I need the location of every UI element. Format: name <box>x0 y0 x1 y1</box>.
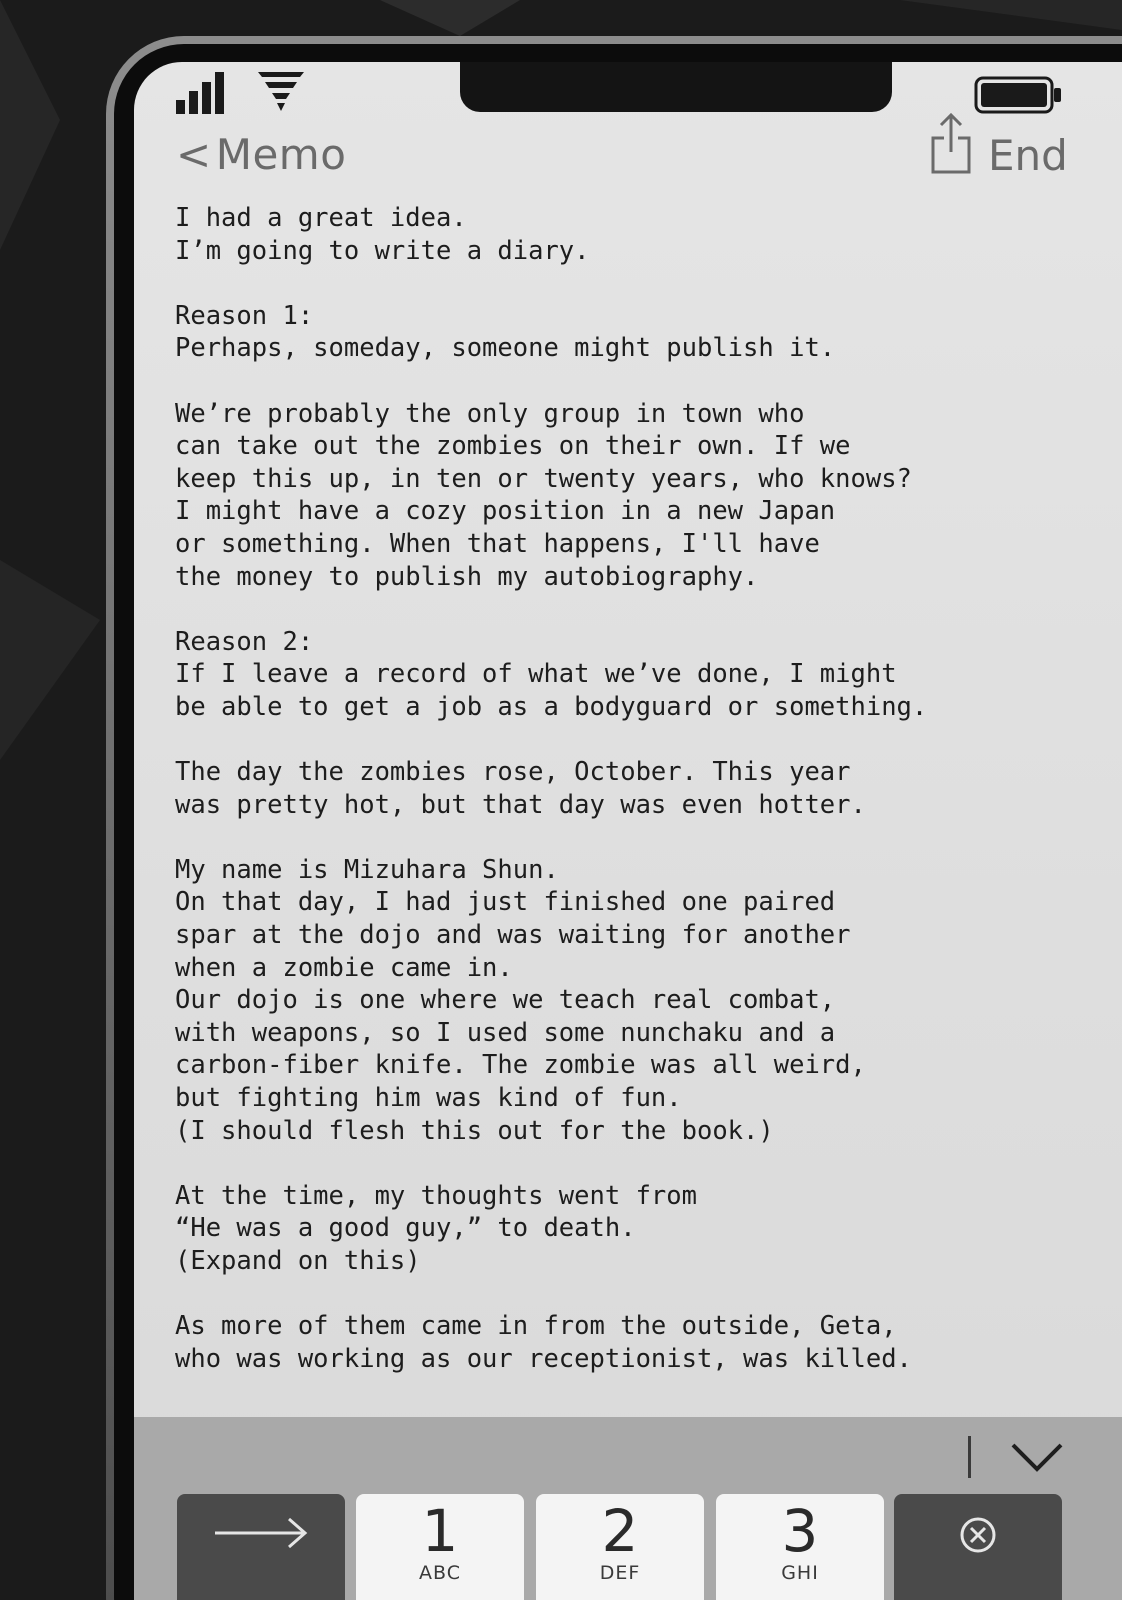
key-3-digit: 3 <box>781 1497 819 1565</box>
wifi-icon <box>258 72 304 112</box>
share-icon[interactable] <box>930 110 974 176</box>
end-button[interactable]: End <box>988 131 1068 180</box>
memo-text-area[interactable]: I had a great idea. I’m going to write a diary. Reason 1: Perhaps, someday, someone might publish it. We’re probably the only group in town who can take out the zombies on their own. If we keep this up, in ten or twenty years, who knows? I might have a cozy position in a new Japan or something. When that happens, I'll have the money to publish my autobiography. Reason 2: If I leave a record of what we’ve done, I might be able to get a job as a bodyguard or something. The day the zombies rose, October. This year was pretty hot, but that day was even hotter. My name is Mizuhara Shun. On that day, I had just finished one paired spar at the dojo and was waiting for another when a zombie came in. Our dojo is one where we teach real combat, with weapons, so I used some nunchaku and a carbon-fiber knife. The zombie was all weird, but fighting him was kind of fun. (I should flesh this out for the book.) At the time, my thoughts went from “He was a good guy,” to death. (Expand on this) As more of them came in from the outside, Geta, who was working as our receptionist, was killed. <box>175 203 928 1374</box>
key-1-letters: ABC <box>419 1562 461 1584</box>
back-button[interactable] <box>176 128 346 180</box>
key-2[interactable] <box>536 1494 704 1600</box>
key-1[interactable] <box>356 1494 524 1600</box>
battery-icon <box>974 76 1064 114</box>
back-chevron-icon: < <box>176 129 212 179</box>
key-2-digit: 2 <box>601 1497 639 1565</box>
keyboard-panel <box>134 1417 1122 1600</box>
delete-key[interactable] <box>894 1494 1062 1600</box>
camera-notch <box>460 62 892 112</box>
keyboard-toolbar-divider <box>968 1436 971 1478</box>
key-3-letters: GHI <box>781 1562 819 1584</box>
phone-screen <box>134 62 1122 1600</box>
delete-icon <box>958 1515 998 1555</box>
back-label: Memo <box>215 129 347 179</box>
next-key[interactable] <box>177 1494 345 1600</box>
key-1-digit: 1 <box>421 1497 459 1565</box>
chevron-down-icon[interactable] <box>1010 1441 1064 1475</box>
key-2-letters: DEF <box>599 1562 641 1584</box>
signal-bars-icon <box>176 70 228 114</box>
arrow-right-icon <box>213 1515 313 1555</box>
key-3[interactable] <box>716 1494 884 1600</box>
